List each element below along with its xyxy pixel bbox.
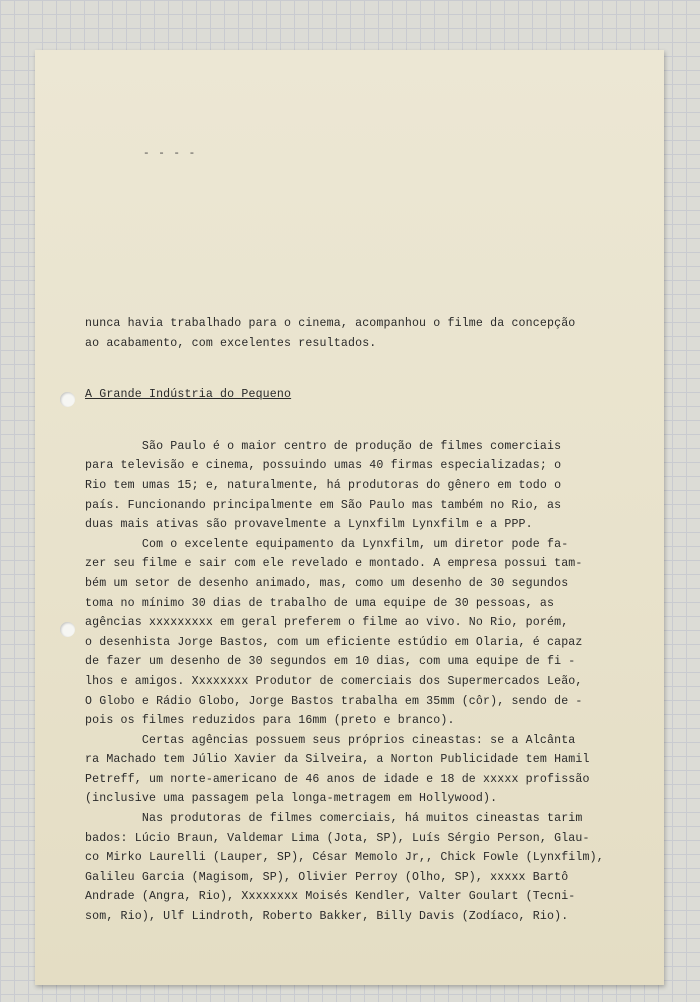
text-line: Nas produtoras de filmes comerciais, há muitos cineastas tarim: [85, 812, 583, 826]
text-line: toma no mínimo 30 dias de trabalho de uma equipe de 30 pessoas, as: [85, 596, 555, 610]
text-line: bém um setor de desenho animado, mas, como um desenho de 30 segundos: [85, 576, 569, 590]
text-line: lhos e amigos. Xxxxxxxx Produtor de comerciais dos Supermercados Leão,: [85, 674, 583, 688]
text-line: para televisão e cinema, possuindo umas 40 firmas especializadas; o: [85, 459, 562, 473]
section-heading: A Grande Indústria do Pequeno: [85, 388, 292, 402]
text-line: ao acabamento, com excelentes resultados.: [85, 336, 377, 350]
top-marks: - - - -: [143, 148, 197, 160]
text-line: Petreff, um norte-americano de 46 anos de idade e 18 de xxxxx profissão: [85, 772, 590, 786]
text-line: de fazer um desenho de 30 segundos em 10 dias, com uma equipe de fi -: [85, 655, 576, 669]
page-text: [85, 314, 645, 927]
typewritten-page: [35, 50, 664, 985]
text-line: zer seu filme e sair com ele revelado e montado. A empresa possui tam-: [85, 557, 583, 571]
text-line: ra Machado tem Júlio Xavier da Silveira, a Norton Publicidade tem Hamil: [85, 753, 590, 767]
text-line: som, Rio), Ulf Lindroth, Roberto Bakker, Billy Davis (Zodíaco, Rio).: [85, 910, 569, 924]
text-line: pois os filmes reduzidos para 16mm (preto e branco).: [85, 714, 455, 728]
text-line: bados: Lúcio Braun, Valdemar Lima (Jota, SP), Luís Sérgio Person, Glau-: [85, 831, 590, 845]
text-line: duas mais ativas são provavelmente a Lynxfilm Lynxfilm e a PPP.: [85, 518, 533, 532]
text-line: agências xxxxxxxxx em geral preferem o filme ao vivo. No Rio, porém,: [85, 616, 569, 630]
punch-hole: [60, 622, 75, 637]
text-line: Galileu Garcia (Magisom, SP), Olivier Perroy (Olho, SP), xxxxx Bartô: [85, 870, 569, 884]
text-line: Rio tem umas 15; e, naturalmente, há produtoras do gênero em todo o: [85, 478, 562, 492]
text-line: São Paulo é o maior centro de produção de filmes comerciais: [85, 439, 562, 453]
text-line: Certas agências possuem seus próprios cineastas: se a Alcânta: [85, 733, 576, 747]
text-line: co Mirko Laurelli (Lauper, SP), César Memolo Jr,, Chick Fowle (Lynxfilm),: [85, 851, 604, 865]
text-line: Com o excelente equipamento da Lynxfilm, um diretor pode fa-: [85, 537, 569, 551]
text-line: o desenhista Jorge Bastos, com um eficiente estúdio em Olaria, é capaz: [85, 635, 583, 649]
text-line: país. Funcionando principalmente em São Paulo mas também no Rio, as: [85, 498, 562, 512]
punch-hole: [60, 392, 75, 407]
text-line: (inclusive uma passagem pela longa-metragem em Hollywood).: [85, 792, 498, 806]
text-line: Andrade (Angra, Rio), Xxxxxxxx Moisés Kendler, Valter Goulart (Tecni-: [85, 890, 576, 904]
text-line: nunca havia trabalhado para o cinema, acompanhou o filme da concepção: [85, 317, 576, 330]
text-line: O Globo e Rádio Globo, Jorge Bastos trabalha em 35mm (côr), sendo de -: [85, 694, 583, 708]
